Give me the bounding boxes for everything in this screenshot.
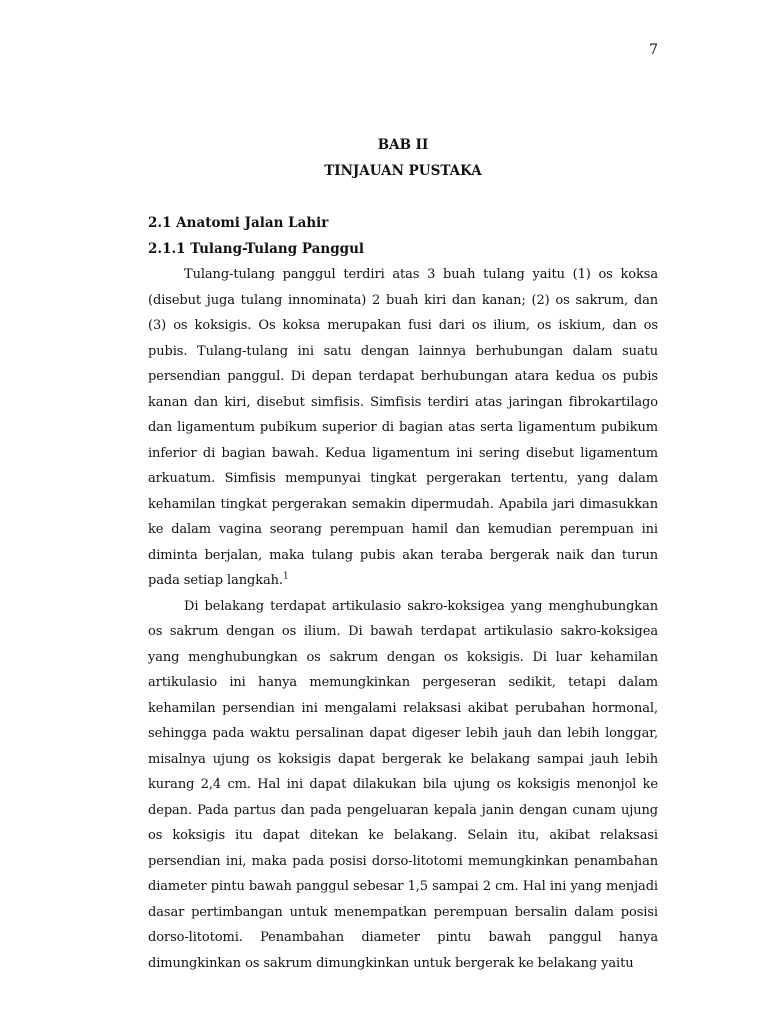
chapter-number: BAB II bbox=[377, 137, 429, 153]
subsection-heading: 2.1.1 Tulang-Tulang Panggul bbox=[148, 240, 365, 257]
footnote-reference: 1 bbox=[282, 571, 289, 582]
document-body bbox=[148, 211, 658, 976]
section-heading: 2.1 Anatomi Jalan Lahir bbox=[148, 215, 329, 231]
paragraph-2: Di belakang terdapat artikulasio sakro-koksigea yang menghubungkan os sakrum dengan os ilium. Di bawah terdapat artikulasio sakro-koksigea yang menghubungkan os sakrum dengan os koksigis. Di luar kehamilan artikulasio ini hanya memungkinkan pergeseran sedikit, tetapi dalam kehamilan persendian ini mengalami relaksasi akibat perubahan hormonal, sehingga pada waktu persalinan dapat digeser lebih jauh dan lebih longgar, misalnya ujung os koksigis dapat bergerak ke belakang sampai jauh lebih kurang 2,4 cm. Hal ini dapat dilakukan bila ujung os koksigis menonjol ke depan. Pada partus dan pada pengeluaran kepala janin dengan cunam ujung os koksigis itu dapat ditekan ke belakang. Selain itu, akibat relaksasi persendian ini, maka pada posisi dorso-litotomi memungkinkan penambahan diameter pintu bawah panggul sebesar 1,5 sampai 2 cm. Hal ini yang menjadi dasar pertimbangan untuk menempatkan perempuan bersalin dalam posisi dorso-litotomi. Penambahan diameter pintu bawah panggul hanya dimungkinkan os sakrum dimungkinkan untuk bergerak ke belakang yaitu bbox=[148, 598, 658, 971]
paragraph-1-text: Tulang-tulang panggul terdiri atas 3 buah tulang yaitu (1) os koksa (disebut juga tulang innominata) 2 buah kiri dan kanan; (2) os sakrum, dan (3) os koksigis. Os koksa merupakan fusi dari os ilium, os iskium, dan os pubis. Tulang-tulang ini satu dengan lainnya berhubungan dalam suatu persendian panggul. Di depan terdapat berhubungan atara kedua os pubis kanan dan kiri, disebut simfisis. Simfisis terdiri atas jaringan fibrokartilago dan ligamentum pubikum superior di bagian atas serta ligamentum pubikum inferior di bagian bawah. Kedua ligamentum ini sering disebut ligamentum arkuatum. Simfisis mempunyai tingkat pergerakan tertentu, yang dalam kehamilan tingkat pergerakan semakin dipermudah. Apabila jari dimasukkan ke dalam vagina seorang perempuan hamil dan kemudian perempuan ini diminta berjalan, maka tulang pubis akan teraba bergerak naik dan turun pada setiap langkah. bbox=[148, 267, 658, 588]
page-number: 7 bbox=[649, 42, 658, 58]
paragraph-1 bbox=[148, 262, 658, 594]
chapter-title: TINJAUAN PUSTAKA bbox=[324, 163, 482, 179]
